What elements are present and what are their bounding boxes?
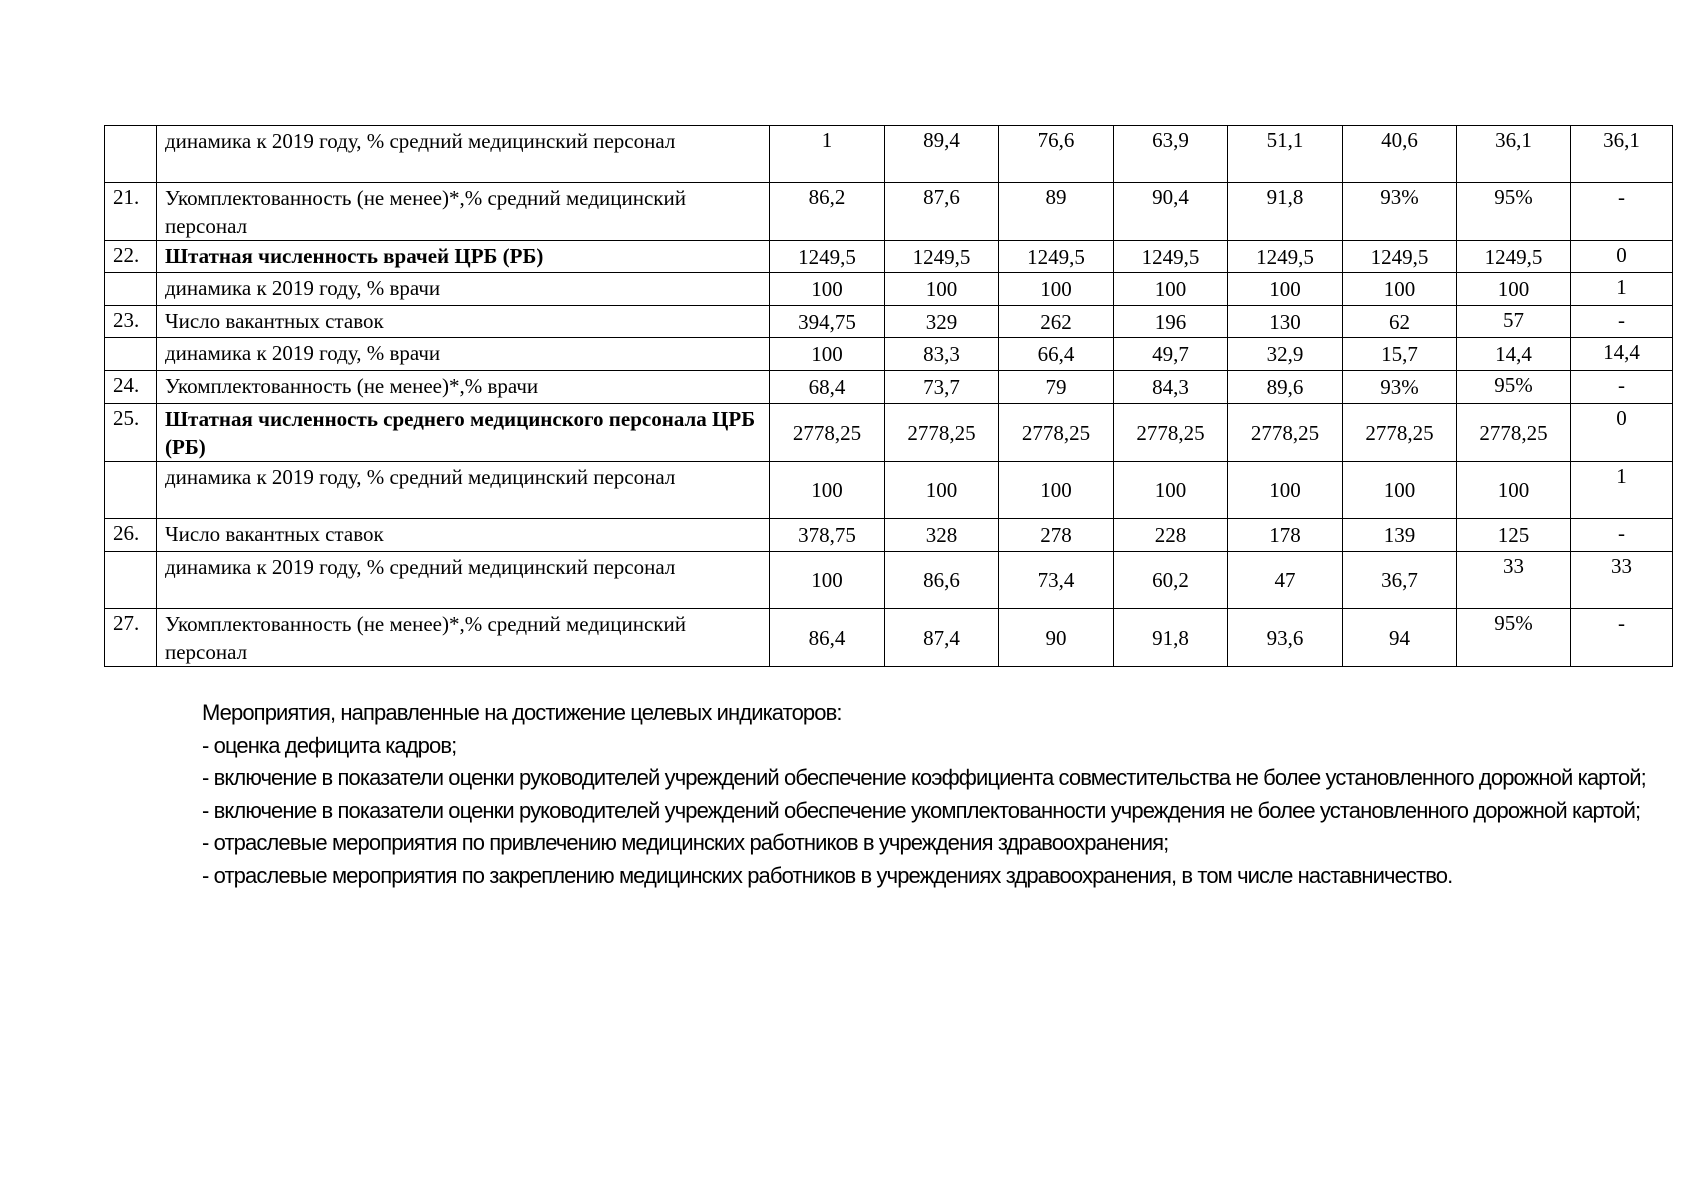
value-cell: 328 <box>885 519 999 552</box>
value-cell: 73,7 <box>885 371 999 404</box>
value-cell: 40,6 <box>1343 126 1457 183</box>
value-cell: 91,8 <box>1114 609 1228 667</box>
row-number: 22. <box>105 241 157 273</box>
value-cell: 94 <box>1343 609 1457 667</box>
row-number <box>105 462 157 519</box>
table-row <box>105 371 1673 404</box>
value-cell: 57 <box>1457 306 1571 338</box>
row-number: 26. <box>105 519 157 552</box>
indicator-label: Число вакантных ставок <box>157 519 770 552</box>
value-cell: 90,4 <box>1114 183 1228 241</box>
value-cell: - <box>1571 183 1673 241</box>
value-cell: 278 <box>999 519 1114 552</box>
value-cell: 100 <box>1343 462 1457 519</box>
value-cell: 1249,5 <box>885 241 999 273</box>
value-cell: 100 <box>885 273 999 306</box>
row-number <box>105 552 157 609</box>
table-row <box>105 126 1673 183</box>
value-cell: 86,4 <box>770 609 885 667</box>
measures-text <box>115 697 1663 892</box>
row-number: 25. <box>105 404 157 462</box>
value-cell: 139 <box>1343 519 1457 552</box>
value-cell: 2778,25 <box>885 404 999 462</box>
value-cell: 15,7 <box>1343 338 1457 371</box>
indicator-label: динамика к 2019 году, % врачи <box>157 338 770 371</box>
value-cell: 196 <box>1114 306 1228 338</box>
text-paragraph: - отраслевые мероприятия по закреплению медицинских работников в учреждениях здравоохранения, в том числе наставничество. <box>202 862 1453 888</box>
value-cell: 100 <box>1228 273 1343 306</box>
value-cell: 95% <box>1457 183 1571 241</box>
value-cell: 228 <box>1114 519 1228 552</box>
value-cell: 100 <box>1457 273 1571 306</box>
value-cell: 2778,25 <box>999 404 1114 462</box>
value-cell: 1249,5 <box>1457 241 1571 273</box>
value-cell: 378,75 <box>770 519 885 552</box>
table-row <box>105 338 1673 371</box>
value-cell: 86,2 <box>770 183 885 241</box>
row-number <box>105 273 157 306</box>
value-cell: 83,3 <box>885 338 999 371</box>
value-cell: 89,6 <box>1228 371 1343 404</box>
indicator-label: Укомплектованность (не менее)*,% средний медицинский персонал <box>157 609 770 667</box>
value-cell: 95% <box>1457 371 1571 404</box>
value-cell: 1249,5 <box>1343 241 1457 273</box>
indicator-label: Укомплектованность (не менее)*,% врачи <box>157 371 770 404</box>
value-cell: 1249,5 <box>770 241 885 273</box>
indicator-label: Число вакантных ставок <box>157 306 770 338</box>
value-cell: 100 <box>999 273 1114 306</box>
row-number: 21. <box>105 183 157 241</box>
value-cell: 100 <box>1228 462 1343 519</box>
indicator-label: Штатная численность среднего медицинского персонала ЦРБ (РБ) <box>157 404 770 462</box>
table-row <box>105 306 1673 338</box>
value-cell: 2778,25 <box>770 404 885 462</box>
value-cell: 84,3 <box>1114 371 1228 404</box>
indicator-label: Укомплектованность (не менее)*,% средний медицинский персонал <box>157 183 770 241</box>
value-cell: 49,7 <box>1114 338 1228 371</box>
row-number: 23. <box>105 306 157 338</box>
value-cell: 100 <box>1343 273 1457 306</box>
value-cell: 93,6 <box>1228 609 1343 667</box>
value-cell: 51,1 <box>1228 126 1343 183</box>
value-cell: 100 <box>999 462 1114 519</box>
table-row <box>105 462 1673 519</box>
row-number <box>105 338 157 371</box>
value-cell: 2778,25 <box>1228 404 1343 462</box>
indicator-label: динамика к 2019 году, % врачи <box>157 273 770 306</box>
value-cell: 66,4 <box>999 338 1114 371</box>
row-number: 27. <box>105 609 157 667</box>
value-cell: 100 <box>1114 273 1228 306</box>
value-cell: 90 <box>999 609 1114 667</box>
indicator-label: динамика к 2019 году, % средний медицинский персонал <box>157 126 770 183</box>
value-cell: 178 <box>1228 519 1343 552</box>
value-cell: 86,6 <box>885 552 999 609</box>
value-cell: 73,4 <box>999 552 1114 609</box>
text-paragraph: - оценка дефицита кадров; <box>202 732 457 758</box>
value-cell: 63,9 <box>1114 126 1228 183</box>
table-row <box>105 609 1673 667</box>
table-row <box>105 183 1673 241</box>
table-row <box>105 552 1673 609</box>
value-cell: 2778,25 <box>1457 404 1571 462</box>
value-cell: 93% <box>1343 371 1457 404</box>
value-cell: - <box>1571 306 1673 338</box>
value-cell: 0 <box>1571 404 1673 462</box>
value-cell: 100 <box>770 273 885 306</box>
value-cell: 87,4 <box>885 609 999 667</box>
indicator-label: динамика к 2019 году, % средний медицинский персонал <box>157 462 770 519</box>
value-cell: - <box>1571 609 1673 667</box>
value-cell: - <box>1571 371 1673 404</box>
value-cell: 130 <box>1228 306 1343 338</box>
value-cell: 36,1 <box>1457 126 1571 183</box>
value-cell: 62 <box>1343 306 1457 338</box>
text-paragraph: - отраслевые мероприятия по привлечению медицинских работников в учреждения здравоохранения; <box>202 830 1169 855</box>
table-body <box>105 126 1673 667</box>
value-cell: 100 <box>1457 462 1571 519</box>
value-cell: 1249,5 <box>999 241 1114 273</box>
value-cell: 36,1 <box>1571 126 1673 183</box>
row-number <box>105 126 157 183</box>
value-cell: 2778,25 <box>1343 404 1457 462</box>
value-cell: 1 <box>770 126 885 183</box>
value-cell: 14,4 <box>1457 338 1571 371</box>
value-cell: 394,75 <box>770 306 885 338</box>
table-row <box>105 273 1673 306</box>
value-cell: 125 <box>1457 519 1571 552</box>
value-cell: 33 <box>1571 552 1673 609</box>
value-cell: 76,6 <box>999 126 1114 183</box>
indicators-table <box>104 125 1673 667</box>
indicator-label: Штатная численность врачей ЦРБ (РБ) <box>157 241 770 273</box>
value-cell: 33 <box>1457 552 1571 609</box>
table-row <box>105 404 1673 462</box>
value-cell: 2778,25 <box>1114 404 1228 462</box>
value-cell: 1249,5 <box>1114 241 1228 273</box>
table-row <box>105 241 1673 273</box>
value-cell: 87,6 <box>885 183 999 241</box>
value-cell: 95% <box>1457 609 1571 667</box>
value-cell: 262 <box>999 306 1114 338</box>
text-paragraph: - включение в показатели оценки руководителей учреждений обеспечение укомплектованности учреждения не более установленного дорожной картой; <box>202 797 1641 823</box>
value-cell: 89 <box>999 183 1114 241</box>
value-cell: 32,9 <box>1228 338 1343 371</box>
value-cell: 91,8 <box>1228 183 1343 241</box>
table-row <box>105 519 1673 552</box>
value-cell: 1 <box>1571 273 1673 306</box>
value-cell: 100 <box>885 462 999 519</box>
value-cell: 47 <box>1228 552 1343 609</box>
value-cell: 1249,5 <box>1228 241 1343 273</box>
value-cell: 60,2 <box>1114 552 1228 609</box>
row-number: 24. <box>105 371 157 404</box>
value-cell: 79 <box>999 371 1114 404</box>
value-cell: 93% <box>1343 183 1457 241</box>
value-cell: 100 <box>770 552 885 609</box>
value-cell: - <box>1571 519 1673 552</box>
text-paragraph: - включение в показатели оценки руководителей учреждений обеспечение коэффициента совместительства не более установленного дорожной картой; <box>202 765 1646 790</box>
value-cell: 329 <box>885 306 999 338</box>
value-cell: 1 <box>1571 462 1673 519</box>
value-cell: 68,4 <box>770 371 885 404</box>
text-paragraph: Мероприятия, направленные на достижение целевых индикаторов: <box>202 700 842 725</box>
value-cell: 89,4 <box>885 126 999 183</box>
value-cell: 0 <box>1571 241 1673 273</box>
value-cell: 100 <box>770 462 885 519</box>
value-cell: 14,4 <box>1571 338 1673 371</box>
value-cell: 100 <box>1114 462 1228 519</box>
value-cell: 100 <box>770 338 885 371</box>
indicator-label: динамика к 2019 году, % средний медицинский персонал <box>157 552 770 609</box>
value-cell: 36,7 <box>1343 552 1457 609</box>
